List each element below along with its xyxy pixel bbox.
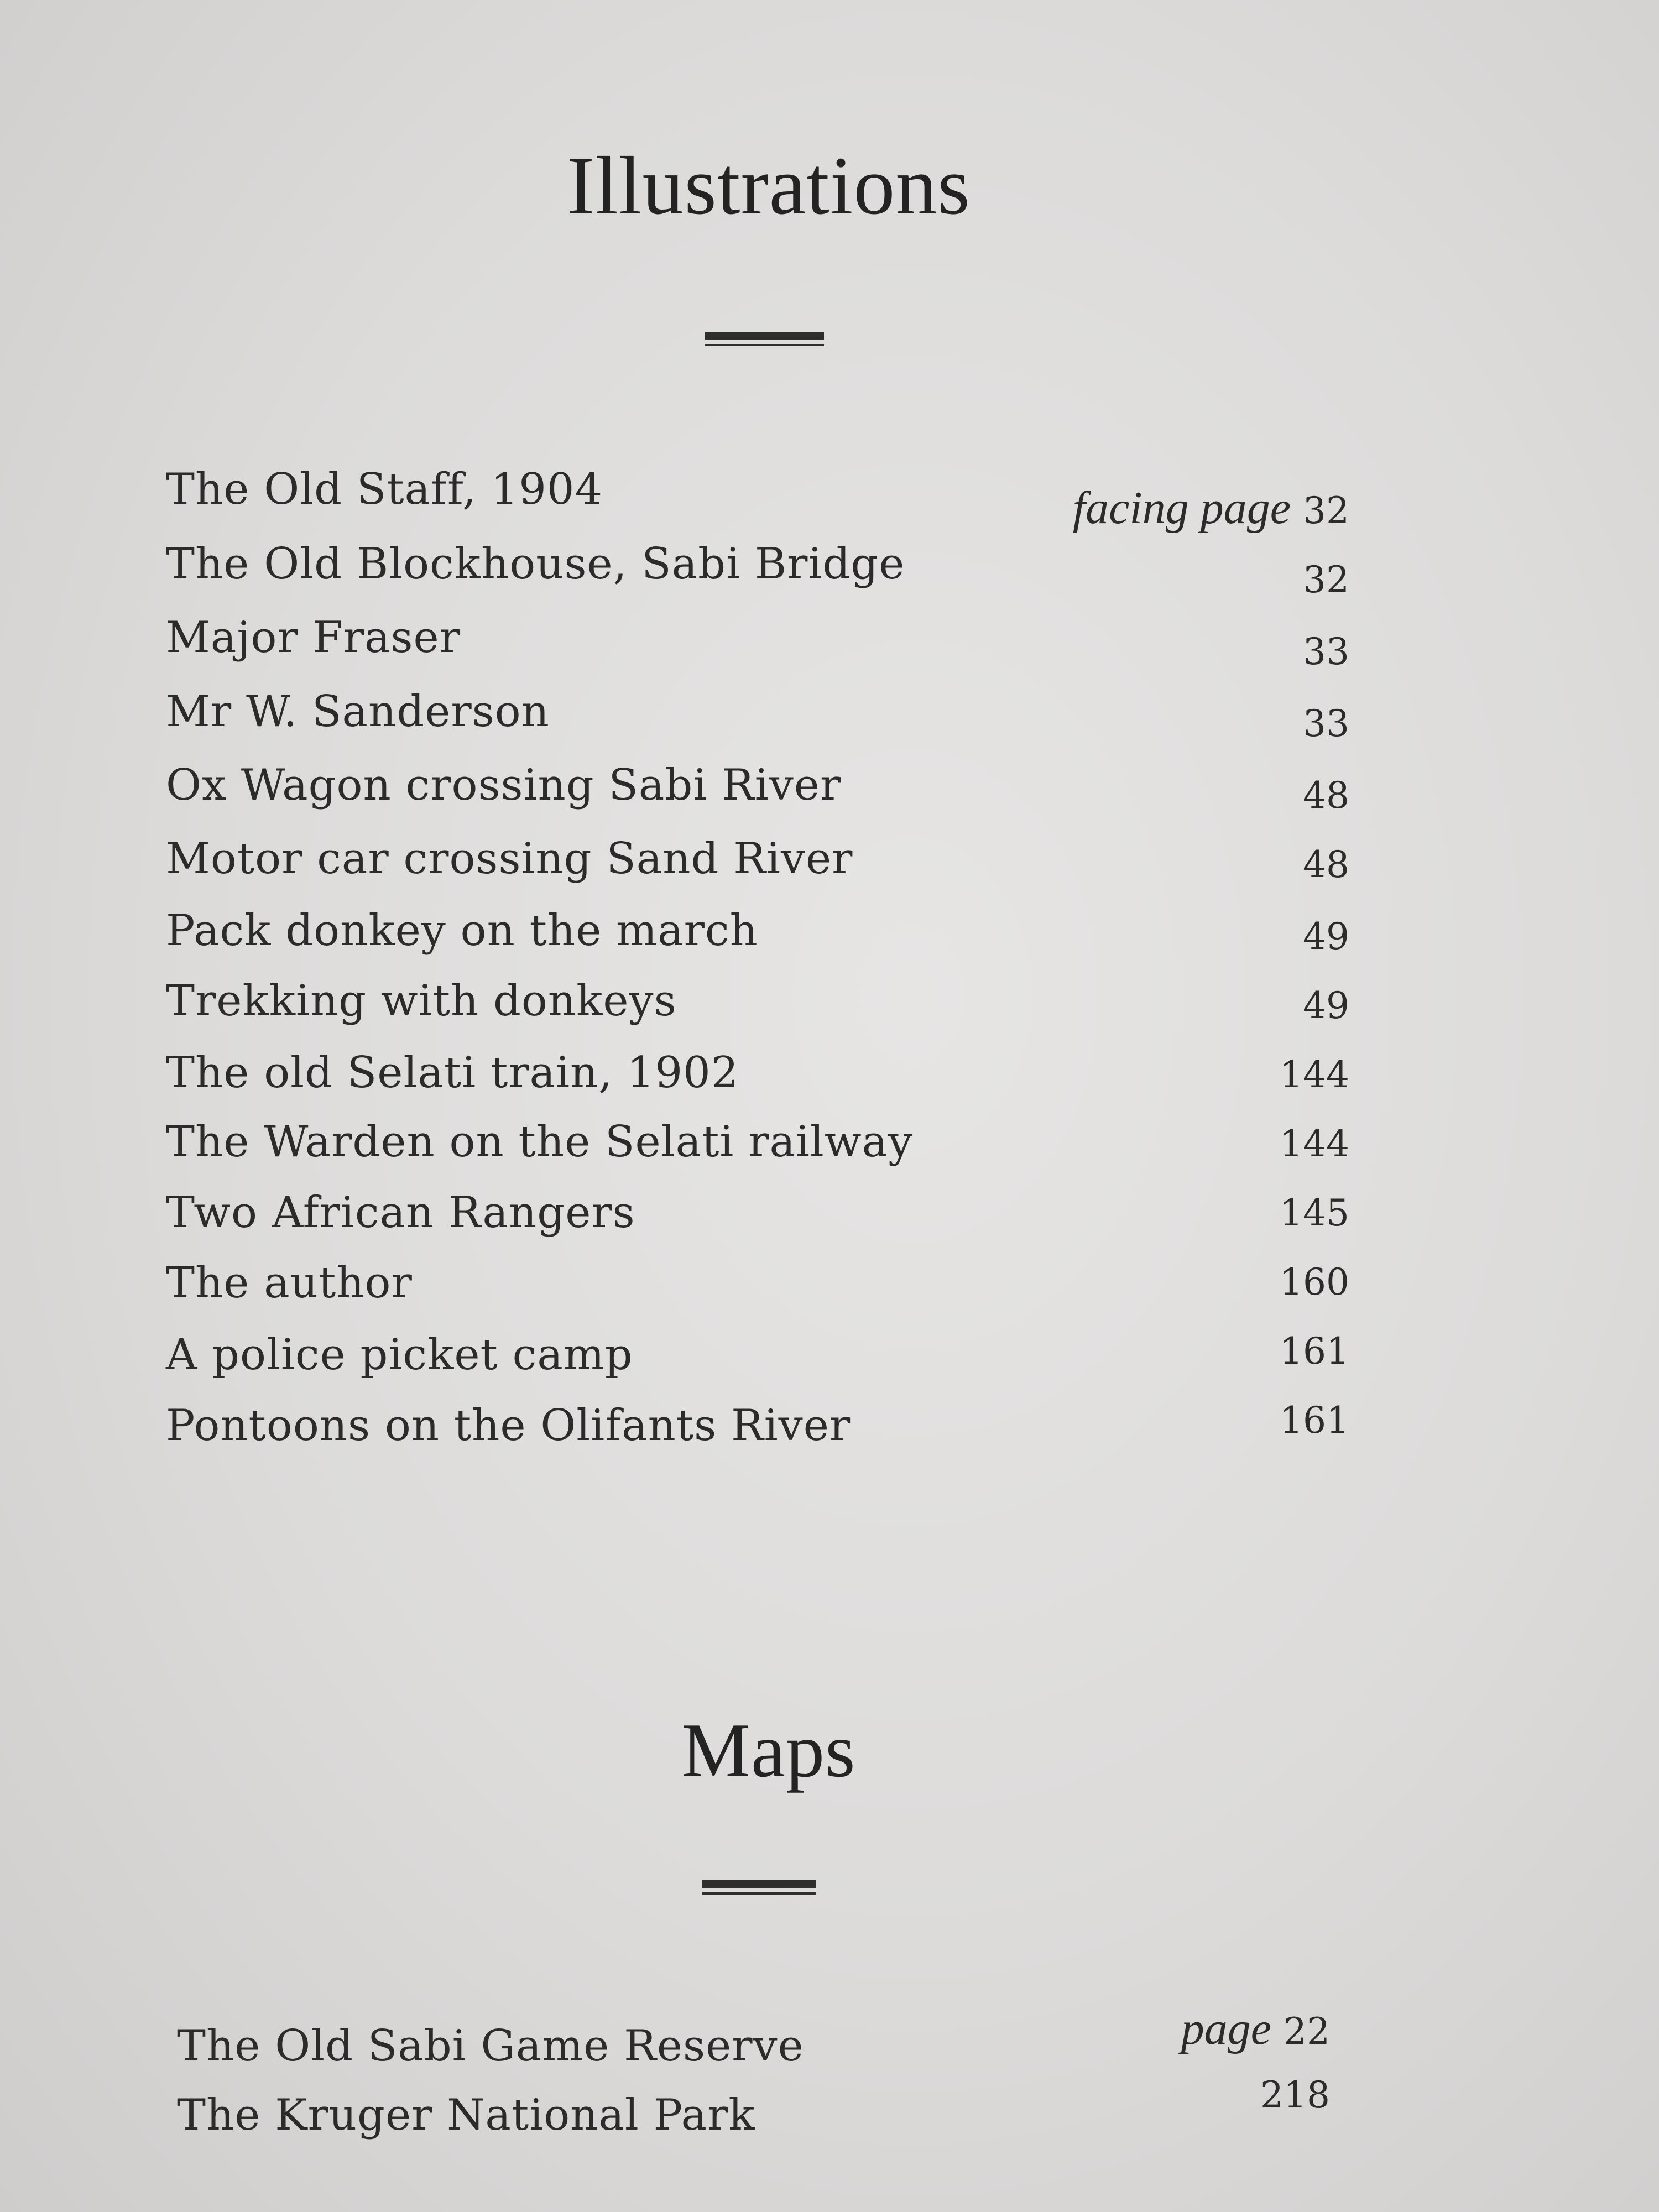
illustration-title: Motor car crossing Sand River	[166, 834, 853, 884]
page-prefix: facing page	[1072, 482, 1291, 534]
illustration-title: The old Selati train, 1902	[166, 1048, 739, 1098]
illustration-page: 48	[1303, 843, 1349, 886]
illustration-page: 48	[1303, 774, 1349, 817]
illustration-title: The Old Blockhouse, Sabi Bridge	[166, 539, 905, 589]
illustration-page: 161	[1280, 1330, 1349, 1373]
maps-heading: Maps	[681, 1708, 856, 1793]
page-number: 32	[1303, 489, 1349, 532]
illustration-title: Trekking with donkeys	[166, 976, 677, 1026]
illustration-title: The Old Staff, 1904	[166, 465, 603, 514]
page-prefix: page	[1181, 2003, 1272, 2054]
illustration-page: 161	[1280, 1399, 1349, 1442]
illustration-page: 144	[1280, 1053, 1349, 1096]
map-title: The Old Sabi Game Reserve	[177, 2021, 804, 2071]
map-page: 218	[1260, 2074, 1330, 2116]
illustration-title: Major Fraser	[166, 613, 461, 662]
illustration-title: The author	[166, 1258, 413, 1308]
illustration-page: 160	[1280, 1261, 1349, 1303]
illustration-page: 145	[1280, 1192, 1349, 1234]
illustration-page: 32	[1303, 559, 1349, 601]
illustration-title: Mr W. Sanderson	[166, 687, 550, 737]
illustration-page: 33	[1303, 630, 1349, 673]
illustration-title: Two African Rangers	[166, 1188, 635, 1238]
illustrations-heading: Illustrations	[567, 140, 971, 232]
illustration-title: Ox Wagon crossing Sabi River	[166, 760, 842, 810]
illustration-title: Pack donkey on the march	[166, 906, 758, 956]
illustration-page: 49	[1303, 915, 1349, 958]
illustration-title: Pontoons on the Olifants River	[166, 1401, 851, 1451]
illustration-page	[1073, 481, 1349, 535]
section-divider-maps	[702, 1880, 816, 1895]
illustration-page: 144	[1280, 1123, 1349, 1165]
illustration-page: 49	[1303, 984, 1349, 1027]
illustration-page: 33	[1303, 702, 1349, 745]
section-divider-illustrations	[705, 332, 824, 346]
illustration-title: The Warden on the Selati railway	[166, 1117, 914, 1167]
illustration-title: A police picket camp	[166, 1330, 633, 1380]
map-title: The Kruger National Park	[177, 2090, 755, 2140]
map-page	[1181, 2002, 1330, 2056]
page-number: 22	[1284, 2010, 1330, 2053]
